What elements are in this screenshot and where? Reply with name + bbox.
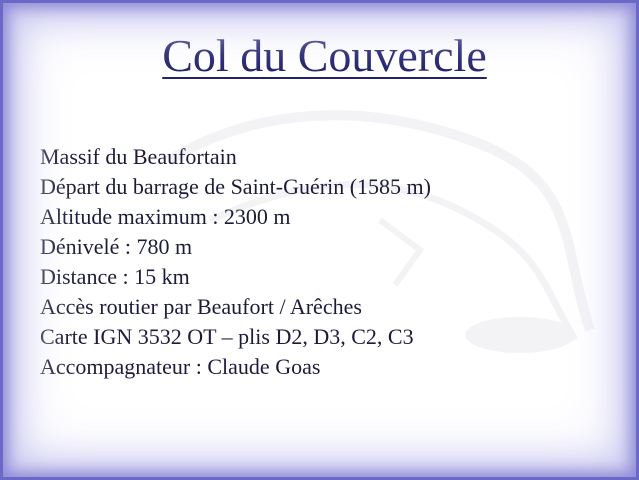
detail-carte: Carte IGN 3532 OT – plis D2, D3, C2, C3 xyxy=(40,324,414,349)
detail-altitude: Altitude maximum : 2300 m xyxy=(40,204,291,229)
detail-denivele: Dénivelé : 780 m xyxy=(40,234,193,259)
detail-acces: Accès routier par Beaufort / Arêches xyxy=(40,294,362,319)
slide-title: Col du Couvercle xyxy=(162,30,487,81)
detail-massif: Massif du Beaufortain xyxy=(40,144,237,169)
detail-accompagnateur: Accompagnateur : Claude Goas xyxy=(40,354,321,379)
detail-distance: Distance : 15 km xyxy=(40,264,190,289)
hike-details-list xyxy=(40,142,431,382)
detail-depart: Départ du barrage de Saint-Guérin (1585 m) xyxy=(40,174,431,199)
